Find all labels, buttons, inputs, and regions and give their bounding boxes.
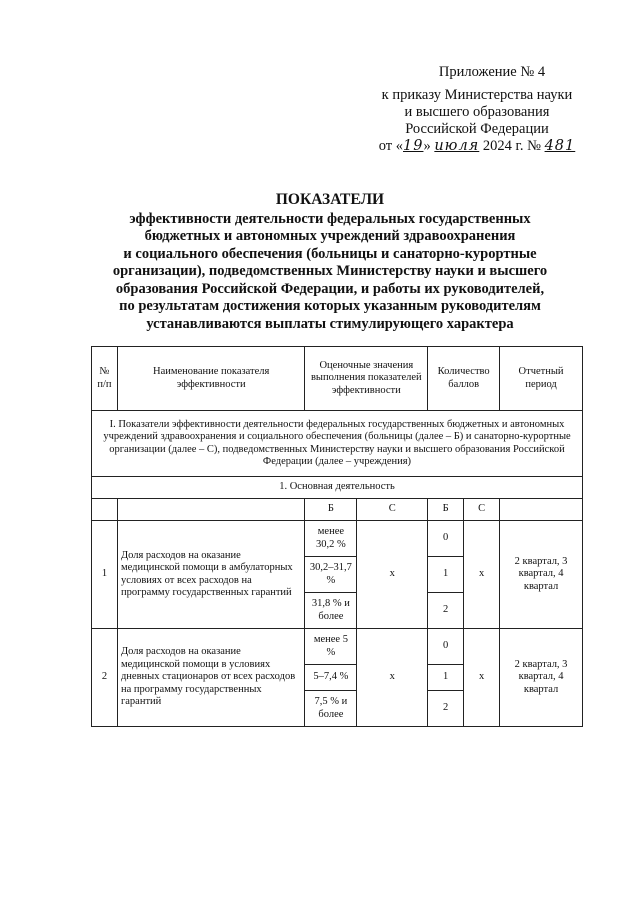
date-prefix: от « [378, 138, 404, 154]
row-value-b: 30,2–31,7 % [305, 557, 357, 593]
header-num-line2: п/п [97, 378, 112, 390]
header-name: Наименование показателя эффективности [117, 347, 304, 411]
empty-cell [92, 499, 118, 521]
header-line-2: и высшего образования [404, 104, 550, 120]
date-mid: » [423, 138, 431, 154]
title-line: и социального обеспечения (больницы и санаторно-курортные [123, 245, 537, 262]
row-period: 2 квартал, 3 квартал, 4 квартал [500, 629, 583, 727]
table-row [92, 629, 583, 665]
title-main: ПОКАЗАТЕЛИ [275, 191, 385, 208]
table-header-row [92, 347, 583, 411]
order-date-line [352, 138, 602, 155]
date-month: июля [434, 138, 480, 154]
table-row [92, 521, 583, 557]
row-value-b: 31,8 % и более [305, 593, 357, 629]
row-num: 1 [92, 521, 118, 629]
header-line-3: Российской Федерации [405, 121, 549, 137]
header-num-line1: № [99, 366, 110, 377]
row-name: Доля расходов на оказание медицинской помощи в условиях дневных стационаров от всех расходов на программу государственных гарантий [117, 629, 304, 727]
indicators-table [91, 346, 583, 727]
header-values: Оценочные значения выполнения показателей эффективности [305, 347, 428, 411]
subheader-b-values: Б [305, 499, 357, 521]
title-line: по результатам достижения которых указанным руководителям [119, 298, 541, 314]
row-value-c: х [357, 521, 428, 629]
row-points-c: х [464, 521, 500, 629]
subheader-b-points: Б [428, 499, 464, 521]
title-line: устанавливаются выплаты стимулирующего характера [146, 315, 514, 332]
row-num: 2 [92, 629, 118, 727]
title-line: эффективности деятельности федеральных государственных [129, 210, 531, 227]
title-line: организации), подведомственных Министерству науки и высшего [112, 263, 548, 279]
section-intro: I. Показатели эффективности деятельности федеральных государственных бюджетных и автономных учреждений здравоохранения и социального обеспечения (больницы (далее – Б) и санаторно-курортные организации (далее – С), подведомственных Министерству науки и высшего образования Российской Федерации (далее – учреждения) [92, 411, 583, 477]
row-points-b: 0 [428, 629, 464, 665]
title-line: образования Российской Федерации, и работы их руководителей, [115, 280, 545, 297]
appendix-header [352, 64, 602, 155]
section-intro-row [92, 411, 583, 477]
appendix-label: Приложение № 4 [438, 64, 546, 80]
date-year: 2024 г. № [482, 138, 541, 154]
subheader-c-points: С [464, 499, 500, 521]
empty-cell [117, 499, 304, 521]
header-num [92, 347, 118, 411]
row-value-b: менее 30,2 % [305, 521, 357, 557]
row-value-b: менее 5 % [305, 629, 357, 665]
row-points-b: 2 [428, 593, 464, 629]
row-points-b: 1 [428, 665, 464, 691]
row-points-b: 2 [428, 691, 464, 727]
row-value-b: 7,5 % и более [305, 691, 357, 727]
row-points-b: 0 [428, 521, 464, 557]
row-points-c: х [464, 629, 500, 727]
row-name: Доля расходов на оказание медицинской помощи в амбулаторных условиях от всех расходов на программу государственных гарантий [117, 521, 304, 629]
row-points-b: 1 [428, 557, 464, 593]
document-title [100, 191, 560, 333]
empty-cell [500, 499, 583, 521]
subsection-title: 1. Основная деятельность [92, 477, 583, 499]
title-line: бюджетных и автономных учреждений здравоохранения [144, 228, 516, 244]
row-period: 2 квартал, 3 квартал, 4 квартал [500, 521, 583, 629]
date-day: 19 [403, 138, 424, 154]
order-number: 481 [544, 138, 576, 154]
row-value-c: х [357, 629, 428, 727]
header-points: Количество баллов [428, 347, 500, 411]
row-value-b: 5–7,4 % [305, 665, 357, 691]
header-period: Отчетный период [500, 347, 583, 411]
header-line-1: к приказу Министерства науки [381, 87, 573, 103]
subsection-row [92, 477, 583, 499]
subheader-c-values: С [357, 499, 428, 521]
subheader-row [92, 499, 583, 521]
